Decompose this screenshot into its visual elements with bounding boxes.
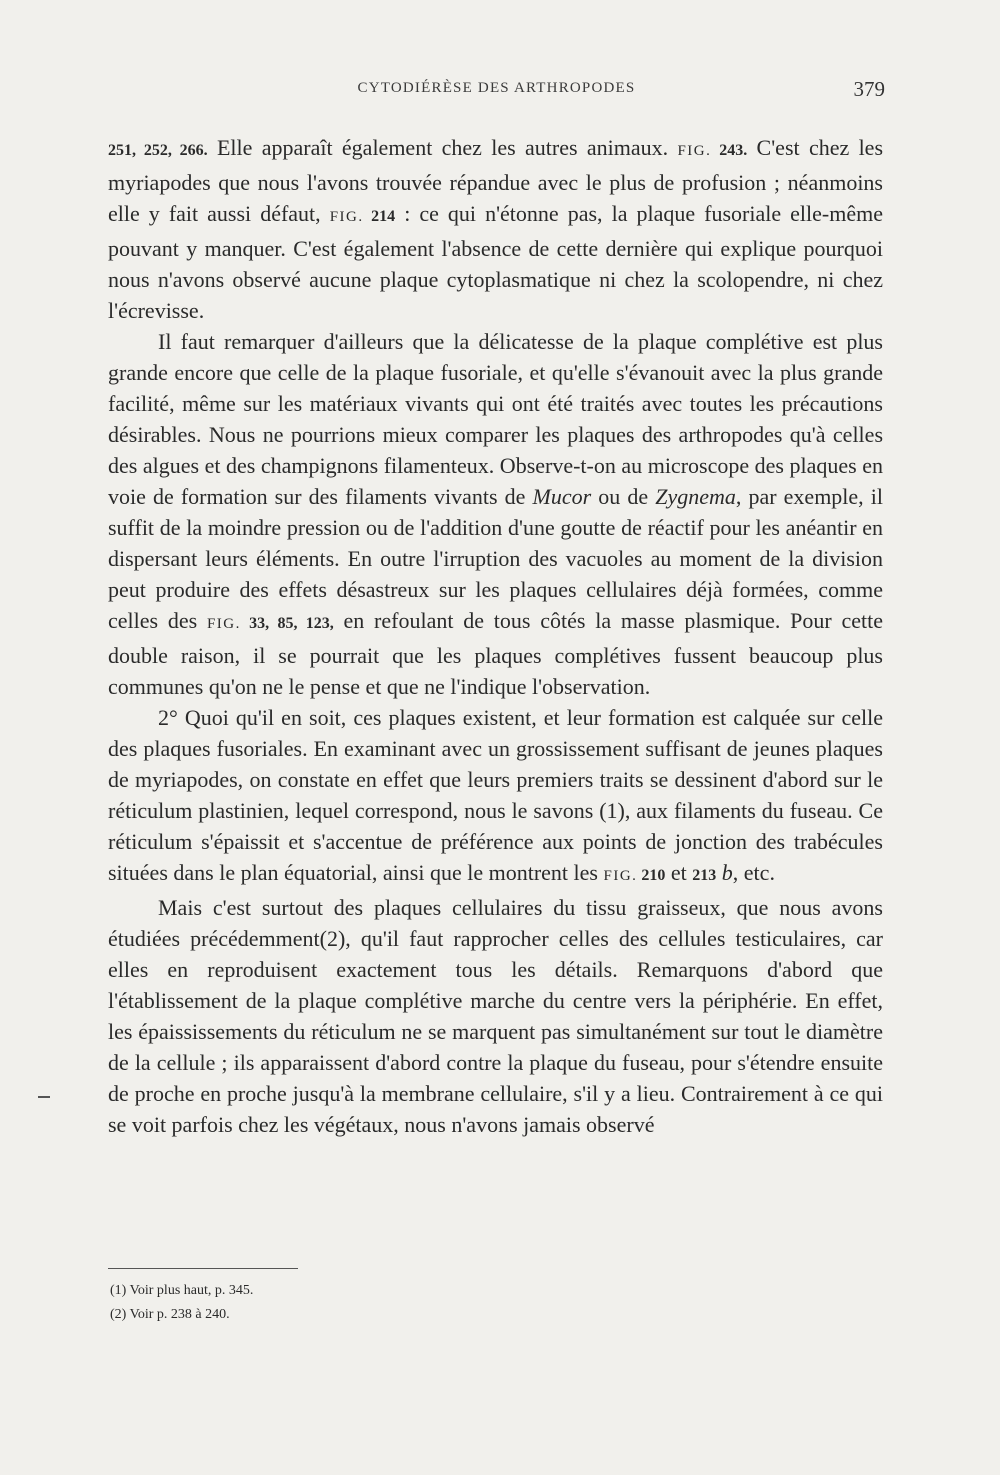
paragraph-4 bbox=[108, 892, 883, 1140]
text-run: en refoulant de tous côtés la masse plasmique. Pour cette double raison, il se pourrait que les plaques complétives fussent beaucoup plus communes qu'on ne le pense et que ne l'indique l'observation. bbox=[108, 608, 883, 699]
paragraph-1 bbox=[108, 132, 883, 326]
fig-ref: 243. bbox=[711, 142, 748, 159]
italic-term: Mucor bbox=[532, 484, 592, 509]
fig-ref: 213 bbox=[692, 867, 717, 884]
text-run: , etc. bbox=[732, 860, 775, 885]
fig-label: FIG. bbox=[677, 143, 712, 159]
fig-ref: 251, 252, 266. bbox=[108, 142, 208, 159]
text-run: et bbox=[665, 860, 693, 885]
italic-term: b bbox=[716, 860, 733, 885]
paragraph-3 bbox=[108, 702, 883, 892]
text-run: Mais c'est surtout des plaques cellulaires du tissu graisseux, que nous avons étudiées précédemment(2), qu'il faut rapprocher celles des cellules testiculaires, car elles en reproduisent exactement tous les détails. Remarquons d'abord que l'établissement de la plaque complétive marche du centre vers la périphérie. En effet, les épaississements du réticulum ne se marquent pas simultanément sur tout le diamètre de la cellule ; ils apparaissent d'abord contre la plaque du fuseau, pour s'étendre ensuite de proche en proche jusqu'à la membrane cellulaire, s'il y a lieu. Contrairement à ce qui se voit parfois chez les végétaux, nous n'avons jamais observé bbox=[108, 895, 883, 1137]
text-run: : ce qui n'étonne pas, la plaque fusoriale elle-même pouvant y manquer. C'est également l'absence de cette dernière qui explique pourquoi nous n'avons observé aucune plaque cytoplasmatique ni chez la scolopendre, ni chez l'écrevisse. bbox=[108, 201, 884, 323]
footnotes bbox=[108, 1268, 508, 1327]
page-header bbox=[108, 77, 885, 104]
text-run: Il faut remarquer d'ailleurs que la délicatesse de la plaque complétive est plus grande encore que celle de la plaque fusoriale, et qu'elle s'évanouit avec la plus grande facilité, même sur les matériaux vivants qui ont été traités avec toutes les précautions désirables. Nous ne pourrions mieux comparer les plaques des arthropodes qu'à celles des algues et des champignons filamenteux. Observe-t-on au microscope des plaques en voie de formation sur des filaments vivants de bbox=[108, 329, 883, 509]
body-text bbox=[108, 132, 883, 1140]
footnote-rule bbox=[108, 1268, 298, 1269]
text-run: , par exemple, il suffit de la moindre pression ou de l'addition d'une goutte de réactif pour les anéantir en dispersant leurs éléments. En outre l'irruption des vacuoles au moment de la division peut produire des effets désastreux sur les plaques cellulaires déjà formées, comme celles des bbox=[108, 484, 883, 633]
italic-term: Zygnema bbox=[655, 484, 736, 509]
page-number: 379 bbox=[853, 77, 885, 101]
fig-label: FIG. bbox=[603, 868, 638, 884]
fig-ref: 214 bbox=[363, 208, 396, 225]
text-run: Elle apparaît également chez les autres animaux. bbox=[207, 135, 678, 160]
text-run: 2° Quoi qu'il en soit, ces plaques existent, et leur formation est calquée sur celle des plaques fusoriales. En examinant avec un grossissement suffisant de jeunes plaques de myriapodes, on constate en effet que leurs premiers traits se dessinent d'abord sur le réticulum plastinien, lequel correspond, nous le savons (1), aux filaments du fuseau. Ce réticulum s'épaissit et s'accentue de préférence aux points de jonction des trabécules situées dans le plan équatorial, ainsi que le montrent les bbox=[108, 705, 883, 885]
running-title: CYTODIÉRÈSE DES ARTHROPODES bbox=[357, 80, 636, 96]
text-run: C'est chez les myriapodes que nous l'avons trouvée répandue avec le plus de profusion ; néanmoins elle y fait aussi défaut, bbox=[108, 135, 884, 226]
paragraph-2 bbox=[108, 326, 883, 702]
margin-mark bbox=[38, 1096, 50, 1098]
footnote-2: (2) Voir p. 238 à 240. bbox=[110, 1307, 230, 1322]
fig-ref: 33, 85, 123, bbox=[240, 615, 334, 632]
fig-label: FIG. bbox=[329, 209, 364, 225]
text-run: ou de bbox=[591, 484, 656, 509]
fig-ref: 210 bbox=[637, 867, 666, 884]
footnote-1: (1) Voir plus haut, p. 345. bbox=[110, 1283, 254, 1298]
fig-label: FIG. bbox=[206, 616, 241, 632]
